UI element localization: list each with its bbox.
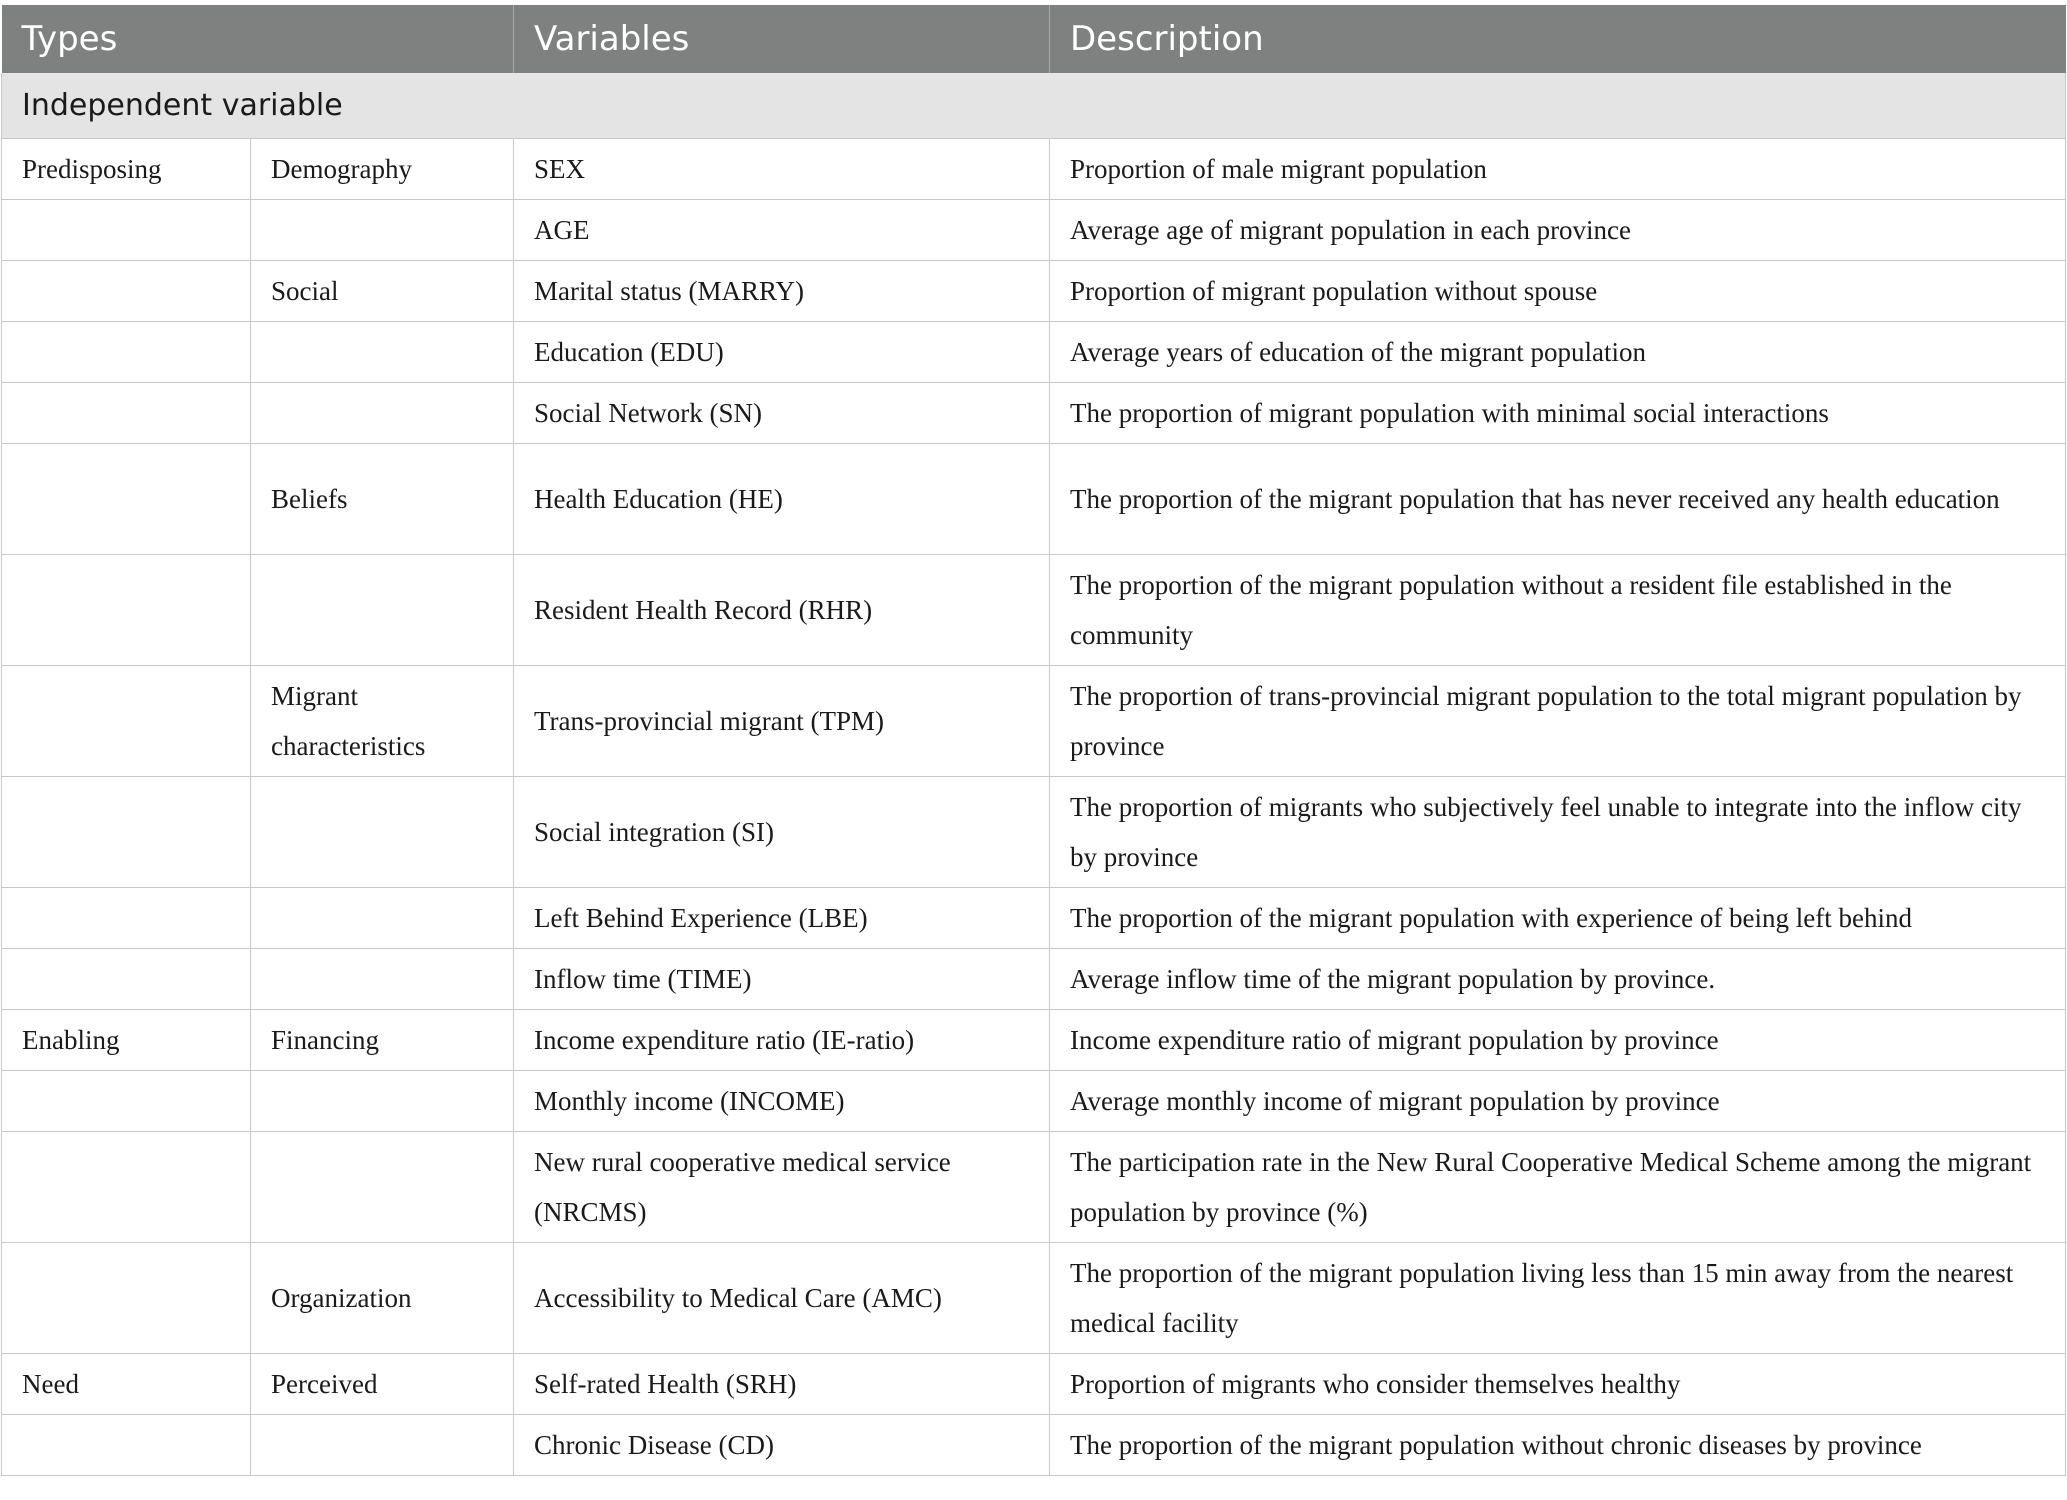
variable-cell: Social integration (SI) [514,777,1050,888]
variable-cell: Marital status (MARRY) [514,261,1050,322]
header-description: Description [1050,5,2066,73]
category-cell: Organization [251,1243,514,1354]
category-cell: Migrant characteristics [251,666,514,777]
variable-cell: Education (EDU) [514,322,1050,383]
type-cell [2,1243,251,1354]
description-cell: The proportion of the migrant population that has never received any health education [1050,444,2066,555]
table-row [2,200,2066,261]
table-row [2,322,2066,383]
type-cell [2,555,251,666]
table-row [2,444,2066,555]
description-cell: The proportion of the migrant population with experience of being left behind [1050,888,2066,949]
type-cell [2,261,251,322]
variable-cell: Self-rated Health (SRH) [514,1354,1050,1415]
description-cell: Income expenditure ratio of migrant population by province [1050,1010,2066,1071]
category-cell: Perceived [251,1354,514,1415]
description-cell: The proportion of migrants who subjectively feel unable to integrate into the inflow city by province [1050,777,2066,888]
type-cell [2,322,251,383]
variable-cell: Social Network (SN) [514,383,1050,444]
description-cell: Average years of education of the migrant population [1050,322,2066,383]
variable-cell: Left Behind Experience (LBE) [514,888,1050,949]
description-cell: The proportion of migrant population with minimal social interactions [1050,383,2066,444]
type-cell [2,1132,251,1243]
variable-cell: Resident Health Record (RHR) [514,555,1050,666]
type-cell [2,200,251,261]
type-cell [2,888,251,949]
category-cell [251,888,514,949]
category-cell [251,555,514,666]
variable-cell: Trans-provincial migrant (TPM) [514,666,1050,777]
variable-cell: Accessibility to Medical Care (AMC) [514,1243,1050,1354]
table-row [2,139,2066,200]
variables-table [1,5,2066,1476]
category-cell [251,1071,514,1132]
type-cell [2,666,251,777]
description-cell: Average age of migrant population in each province [1050,200,2066,261]
description-cell: Proportion of migrants who consider themselves healthy [1050,1354,2066,1415]
type-cell [2,1415,251,1476]
category-cell [251,322,514,383]
category-cell [251,200,514,261]
category-cell: Financing [251,1010,514,1071]
table-row [2,555,2066,666]
category-cell: Demography [251,139,514,200]
table-body [2,73,2066,1476]
category-cell [251,1132,514,1243]
category-cell [251,383,514,444]
type-cell: Need [2,1354,251,1415]
type-cell: Predisposing [2,139,251,200]
header-types: Types [2,5,514,73]
description-cell: Average inflow time of the migrant population by province. [1050,949,2066,1010]
header-row [2,5,2066,73]
variable-cell: AGE [514,200,1050,261]
table-row [2,888,2066,949]
table-row [2,383,2066,444]
type-cell: Enabling [2,1010,251,1071]
variable-cell: Monthly income (INCOME) [514,1071,1050,1132]
description-cell: The participation rate in the New Rural Cooperative Medical Scheme among the migrant population by province (%) [1050,1132,2066,1243]
variable-cell: New rural cooperative medical service (NRCMS) [514,1132,1050,1243]
table-header [2,5,2066,73]
section-label: Independent variable [2,73,2066,139]
description-cell: The proportion of the migrant population without a resident file established in the community [1050,555,2066,666]
description-cell: Proportion of migrant population without spouse [1050,261,2066,322]
table-row [2,949,2066,1010]
table-row [2,1243,2066,1354]
type-cell [2,1071,251,1132]
description-cell: The proportion of the migrant population without chronic diseases by province [1050,1415,2066,1476]
description-cell: Proportion of male migrant population [1050,139,2066,200]
table-row [2,666,2066,777]
variables-table-container [1,5,2065,1476]
category-cell: Social [251,261,514,322]
type-cell [2,949,251,1010]
table-row [2,1010,2066,1071]
table-row [2,261,2066,322]
table-row [2,1071,2066,1132]
type-cell [2,444,251,555]
section-row [2,73,2066,139]
variable-cell: Chronic Disease (CD) [514,1415,1050,1476]
description-cell: The proportion of the migrant population living less than 15 min away from the nearest medical facility [1050,1243,2066,1354]
category-cell: Beliefs [251,444,514,555]
table-row [2,1354,2066,1415]
variable-cell: Inflow time (TIME) [514,949,1050,1010]
table-row [2,1415,2066,1476]
description-cell: Average monthly income of migrant population by province [1050,1071,2066,1132]
table-row [2,777,2066,888]
variable-cell: Income expenditure ratio (IE-ratio) [514,1010,1050,1071]
type-cell [2,383,251,444]
header-variables: Variables [514,5,1050,73]
table-row [2,1132,2066,1243]
category-cell [251,949,514,1010]
variable-cell: SEX [514,139,1050,200]
variable-cell: Health Education (HE) [514,444,1050,555]
category-cell [251,1415,514,1476]
description-cell: The proportion of trans-provincial migrant population to the total migrant population by province [1050,666,2066,777]
category-cell [251,777,514,888]
type-cell [2,777,251,888]
